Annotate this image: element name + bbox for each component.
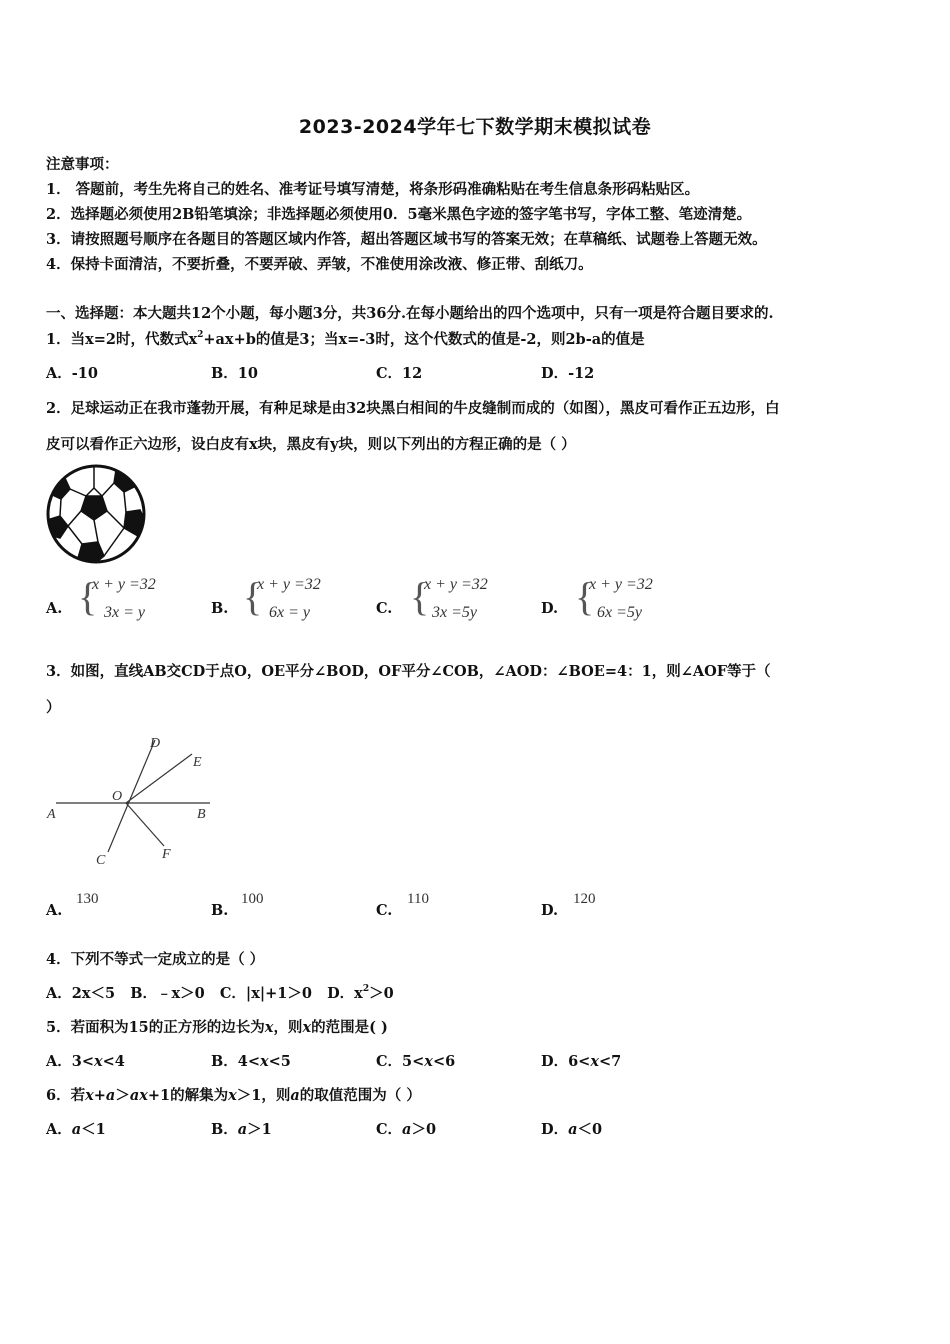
q6-option-a-var: a — [71, 1121, 82, 1138]
ray-oe — [126, 754, 192, 803]
q5-option-a-left: A．3< — [46, 1053, 94, 1070]
q1-option-c: C．12 — [376, 365, 423, 382]
notice-item-4: 4．保持卡面清洁，不要折叠，不要弄破、弄皱，不准使用涂改液、修正带、刮纸刀。 — [46, 256, 593, 273]
q6-option-c-left: C． — [376, 1121, 403, 1138]
notice-item-3: 3．请按照题号顺序在各题目的答题区域内作答，超出答题区域书写的答案无效；在草稿纸、试题卷上答题无效。 — [46, 231, 767, 248]
q3-option-c-value: 110 — [407, 891, 429, 907]
q4-option-c: C．|x|+1＞0 — [219, 985, 312, 1002]
q2-option-d-eq2: 6x =5y — [597, 604, 642, 621]
soccer-ball-figure — [44, 462, 148, 566]
q5-stem-post: 的范围是( ) — [311, 1019, 388, 1036]
q6-option-a-left: A． — [46, 1121, 72, 1138]
q5-option-c-left: C．5< — [376, 1053, 425, 1070]
q3-option-d-value: 120 — [573, 891, 596, 907]
label-b: B — [197, 807, 206, 822]
q4-option-d-post: ＞0 — [369, 985, 394, 1002]
notice-item-2: 2．选择题必须使用2B铅笔填涂；非选择题必须使用0．5毫米黑色字迹的签字笔书写，字体工整、笔迹清楚。 — [46, 206, 752, 223]
q2-option-a-brace: { — [78, 574, 98, 619]
q4-option-d — [327, 985, 394, 1002]
q6-s6: 的取值范围为（ ） — [299, 1087, 421, 1104]
q2-option-b-letter: B. — [211, 600, 229, 617]
q5-var-x: x — [264, 1019, 274, 1036]
q6-option-a — [46, 1118, 106, 1139]
label-c: C — [96, 853, 106, 868]
q1-option-d: D．-12 — [541, 365, 595, 382]
q6-option-d — [541, 1118, 602, 1139]
q2-option-d-eq1: x + y =32 — [589, 576, 653, 593]
q1-exponent: 2 — [197, 330, 204, 340]
q5-option-d-left: D．6< — [541, 1053, 591, 1070]
question-5-stem — [46, 1016, 388, 1037]
q5-option-d-var: x — [590, 1053, 599, 1070]
q6-option-d-left: D． — [541, 1121, 569, 1138]
q5-option-a-var: x — [94, 1053, 103, 1070]
q6-option-a-right: ＜1 — [81, 1121, 106, 1138]
q5-option-c-var: x — [424, 1053, 433, 1070]
label-d: D — [150, 736, 161, 751]
q5-option-a-right: <4 — [102, 1053, 125, 1070]
q6-v4: x — [228, 1087, 237, 1104]
q6-v5: a — [290, 1087, 300, 1104]
q6-option-d-right: ＜0 — [577, 1121, 603, 1138]
q6-v3: ax — [129, 1087, 148, 1104]
question-3-line2: ） — [46, 699, 61, 716]
q5-stem-mid: ，则 — [273, 1019, 303, 1036]
q5-option-d — [541, 1050, 621, 1071]
q1-option-b: B．10 — [211, 365, 258, 382]
q6-option-d-var: a — [568, 1121, 578, 1138]
q3-option-a-letter: A. — [46, 902, 63, 919]
question-2-line1: 2．足球运动正在我市蓬勃开展，有种足球是由32块黑白相间的牛皮缝制而成的（如图），黑皮可看作正五边形，白 — [46, 400, 780, 417]
q3-option-a-value: 130 — [76, 891, 99, 907]
q6-option-b — [211, 1118, 272, 1139]
question-3-line1: 3．如图，直线AB交CD于点O，OE平分∠BOD，OF平分∠COB，∠AOD：∠BOE=4：1，则∠AOF等于（ — [46, 663, 771, 680]
q1-part2: +ax+b的值是3；当x=-3时，这个代数式的值是-2，则2b-a的值是 — [203, 331, 645, 348]
q2-option-a-eq1: x + y =32 — [92, 576, 156, 593]
q6-s3: ＞ — [115, 1087, 130, 1104]
notice-heading: 注意事项： — [46, 156, 119, 173]
q1-part1: 1．当x=2时，代数式x — [46, 331, 198, 348]
section-heading: 一、选择题：本大题共12个小题，每小题3分，共36分.在每小题给出的四个选项中，只有一项是符合题目要求的. — [46, 305, 774, 322]
q6-option-b-right: ＞1 — [247, 1121, 272, 1138]
q2-option-c-eq1: x + y =32 — [424, 576, 488, 593]
q5-option-a — [46, 1050, 125, 1071]
q3-option-d-letter: D. — [541, 902, 559, 919]
q5-stem-pre: 5．若面积为15的正方形的边长为 — [46, 1019, 265, 1036]
q5-option-c — [376, 1050, 455, 1071]
ray-of — [126, 803, 164, 846]
q2-option-b-eq1: x + y =32 — [257, 576, 321, 593]
label-e: E — [193, 755, 202, 770]
q2-option-c-eq2: 3x =5y — [432, 604, 477, 621]
question-2-line2: 皮可以看作正六边形，设白皮有x块，黑皮有y块，则以下列出的方程正确的是（ ） — [46, 436, 576, 453]
q2-option-d-letter: D. — [541, 600, 559, 617]
angle-figure — [40, 730, 220, 870]
label-a: A — [47, 807, 56, 822]
q4-option-a: A．2x＜5 — [46, 985, 116, 1002]
q6-option-c-var: a — [402, 1121, 412, 1138]
q2-option-b-eq2: 6x = y — [269, 604, 310, 621]
q6-v2: a — [105, 1087, 116, 1104]
q6-v1: x — [85, 1087, 94, 1104]
q6-s4: +1的解集为 — [147, 1087, 229, 1104]
q4-option-d-pre: D．x — [327, 985, 363, 1002]
q6-s5: ＞1，则 — [236, 1087, 291, 1104]
q6-s1: 6．若 — [46, 1087, 86, 1104]
q2-option-a-letter: A. — [46, 600, 63, 617]
q5-option-c-right: <6 — [432, 1053, 456, 1070]
q2-option-c-brace: { — [410, 574, 430, 619]
q1-option-a: A．-10 — [46, 365, 98, 382]
q4-option-d-exponent: 2 — [362, 984, 370, 994]
q4-options — [46, 982, 394, 1003]
q5-var-x2: x — [302, 1019, 312, 1036]
q5-option-b-var: x — [260, 1053, 269, 1070]
label-o: O — [112, 789, 123, 804]
q5-option-b — [211, 1050, 291, 1071]
q6-option-c-right: ＞0 — [411, 1121, 437, 1138]
q6-option-c — [376, 1118, 436, 1139]
notice-item-1: 1． 答题前，考生先将自己的姓名、准考证号填写清楚，将条形码准确粘贴在考生信息条形码粘贴区。 — [46, 181, 700, 198]
q5-option-d-right: <7 — [598, 1053, 622, 1070]
q4-option-b: B．﹣x＞0 — [130, 985, 205, 1002]
q5-option-b-right: <5 — [268, 1053, 291, 1070]
question-6-stem — [46, 1084, 421, 1105]
q3-option-c-letter: C. — [376, 902, 393, 919]
label-f: F — [162, 847, 171, 862]
q2-option-a-eq2: 3x = y — [104, 604, 145, 621]
q2-option-c-letter: C. — [376, 600, 393, 617]
q6-s2: + — [93, 1087, 106, 1104]
q3-option-b-value: 100 — [241, 891, 264, 907]
page-title: 2023-2024学年七下数学期末模拟试卷 — [298, 116, 652, 138]
q2-option-b-brace: { — [243, 574, 263, 619]
q2-option-d-brace: { — [575, 574, 595, 619]
q5-option-b-left: B．4< — [211, 1053, 260, 1070]
question-1-stem — [46, 328, 645, 349]
q6-option-b-left: B． — [211, 1121, 238, 1138]
q3-option-b-letter: B. — [211, 902, 229, 919]
question-4-stem: 4．下列不等式一定成立的是（ ） — [46, 951, 265, 968]
q6-option-b-var: a — [237, 1121, 248, 1138]
